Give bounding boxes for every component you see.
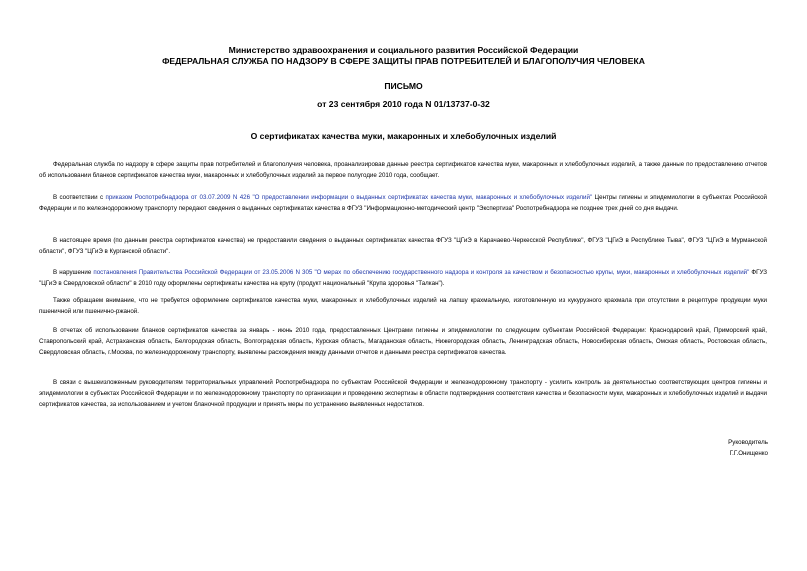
paragraph-5-text: Также обращаем внимание, что не требуется оформление сертификатов качества муки, макаронных и хлебобулочных изделий на лапшу крахмальную, изготовленную из кукурузного крахмала при отсутствии в рецептуре продукции муки пшеничной или пшенично-ржаной. (39, 297, 767, 315)
paragraph-2-text (39, 193, 767, 215)
paragraph-6 (39, 326, 767, 359)
signature-title: Руководитель (728, 439, 768, 446)
service-name: ФЕДЕРАЛЬНАЯ СЛУЖБА ПО НАДЗОРУ В СФЕРЕ ЗАЩИТЫ ПРАВ ПОТРЕБИТЕЛЕЙ И БЛАГОПОЛУЧИЯ ЧЕЛОВЕКА (162, 56, 645, 66)
paragraph-6-text: В отчетах об использовании бланков сертификатов качества за январь - июнь 2010 года, предоставленных Центрами гигиены и эпидемиологии по следующим субъектам Российской Федерации: Краснодарский край, Приморский край, Ставропольский край, Астраханская область, Белгородская область, Волгоградская область, Курская область, Магаданская область, Нижегородская область, Ленинградская область, Новосибирская область, Омская область, Ростовская область, Свердловская область, г.Москва, по железнодорожному транспорту, выявлены расхождения между данными отчетов и данными реестра сертификатов качества. (39, 327, 767, 356)
resolution-305-title-link[interactable]: "О мерах по обеспечению государственного надзора и контроля за качеством и безопасностью крупы, муки, макаронных и хлебобулочных изделий" (314, 269, 750, 276)
ministry-name: Министерство здравоохранения и социального развития Российской Федерации (228, 45, 579, 55)
document-date-number: от 23 сентября 2010 года N 01/13737-0-32 (317, 99, 490, 109)
paragraph-4-lead: В нарушение (53, 269, 94, 276)
resolution-305-link[interactable]: постановления Правительства Российской Федерации от 23.05.2006 N 305 (93, 269, 313, 276)
paragraph-5 (39, 296, 767, 318)
order-426-title-link[interactable]: "О предоставлении информации о выданных сертификатах качества муки, макаронных и хлебобулочных изделий" (252, 194, 593, 201)
paragraph-4-text (39, 268, 767, 290)
document-subject: О сертификатах качества муки, макаронных и хлебобулочных изделий (250, 131, 557, 141)
paragraph-1-text: Федеральная служба по надзору в сфере защиты прав потребителей и благополучия человека, проанализировав данные реестра сертификатов качества муки, макаронных и хлебобулочных изделий, а также данные по предоставлению отчетов об использовании бланков сертификатов качества муки, макаронных и хлебобулочных изделий за первое полугодие 2010 года, сообщает. (39, 161, 767, 179)
paragraph-2 (39, 193, 767, 215)
paragraph-4 (39, 268, 767, 290)
paragraph-4-rest: ФГУЗ "ЦГиЭ в Свердловской области" в 2010 году оформлены сертификаты качества на крупу (продукт национальный "Крупа здоровья "Талкан"). (39, 269, 767, 287)
paragraph-2-rest: Центры гигиены и эпидемиологии в субъектах Российской Федерации и по железнодорожному транспорту передают сведения о выданных сертификатах качества в ФГУЗ "Информационно-методический центр "Экспертиза" Роспотребнадзора не позднее трех дней со дня выдачи. (39, 194, 767, 212)
signature-name: Г.Г.Онищенко (729, 450, 768, 457)
paragraph-2-lead: В соответствии с (53, 194, 106, 201)
paragraph-3 (39, 236, 767, 258)
paragraph-7-text: В связи с вышеизложенным руководителям территориальных управлений Роспотребнадзора по субъектам Российской Федерации и железнодорожному транспорту - усилить контроль за деятельностью соответствующих центров гигиены и эпидемиологии в субъектах Российской Федерации и по железнодорожному транспорту по организации и проведению экспертизы в области подтверждения соответствия качества и безопасности муки, макаронных и хлебобулочных изделий и выдачи сертификатов качества, за использованием и учетом бланочной продукции и принять меры по устранению выявленных недостатков. (39, 379, 767, 408)
paragraph-1 (39, 160, 767, 182)
document-type: ПИСЬМО (384, 81, 423, 91)
order-426-link[interactable]: приказом Роспотребнадзора от 03.07.2009 N 426 (105, 194, 251, 201)
paragraph-3-text: В настоящее время (по данным реестра сертификатов качества) не предоставили сведения о выданных сертификатах качества ФГУЗ "ЦГиЭ в Карачаево-Черкесской Республике", ФГУЗ "ЦГиЭ в Республике Тыва", ФГУЗ "ЦГиЭ в Мурманской области", ФГУЗ "ЦГиЭ в Курганской области". (39, 237, 767, 255)
paragraph-7 (39, 378, 767, 411)
